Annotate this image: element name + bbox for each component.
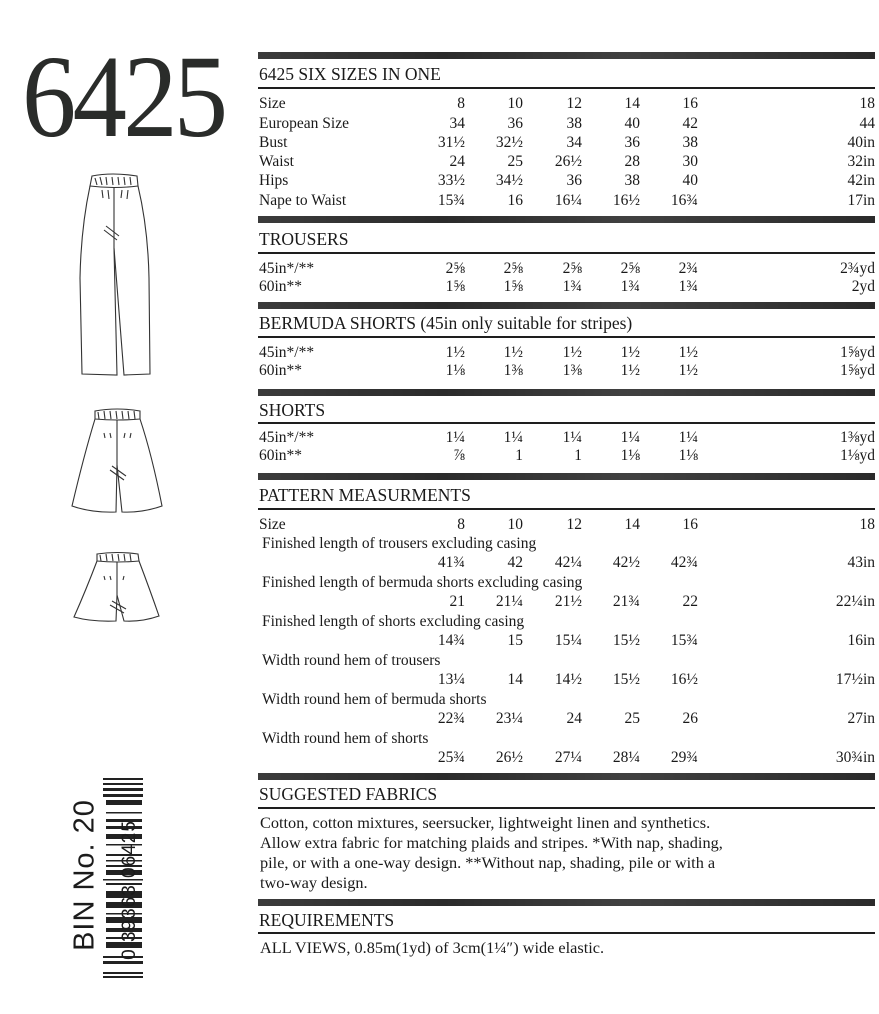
measurement-label: Finished length of bermuda shorts excluding casing bbox=[262, 574, 583, 591]
trousers-section-title: TROUSERS bbox=[259, 229, 349, 249]
shorts-drawing bbox=[62, 550, 172, 625]
suggested-fabrics-text: Cotton, cotton mixtures, seersucker, lightweight linen and synthetics. Allow extra fabric for matching plaids and stripes. *With nap, shading, pile, or with a one-way design. **Without nap, shading, pile or with a two-way design. bbox=[260, 813, 723, 892]
measurement-values-row: 13¼ 14 14½ 15½ 16½ 17½in bbox=[437, 671, 875, 688]
nape-to-waist-row: Nape to Waist 15¾ 16 16¼ 16½ 16¾ 17in bbox=[259, 192, 875, 209]
trousers-drawing bbox=[62, 168, 172, 383]
trousers-60in-row: 60in** 1⅝ 1⅝ 1¾ 1¾ 1¾ 2yd bbox=[259, 278, 875, 295]
pattern-number: 6425 bbox=[22, 31, 225, 162]
measurement-label: Width round hem of shorts bbox=[262, 730, 429, 747]
bermuda-shorts-section-title: BERMUDA SHORTS (45in only suitable for stripes) bbox=[259, 313, 633, 333]
section-rule bbox=[258, 252, 875, 254]
measurement-label: Finished length of trousers excluding casing bbox=[262, 535, 537, 552]
requirements-text: ALL VIEWS, 0.85m(1yd) of 3cm(1¼″) wide elastic. bbox=[260, 938, 605, 957]
section-divider bbox=[258, 899, 875, 906]
bust-row: Bust 31½ 32½ 34 36 38 40in bbox=[259, 134, 875, 151]
pattern-measurements-section-title: PATTERN MEASURMENTS bbox=[259, 485, 471, 505]
measurement-values-row: 22¾ 23¼ 24 25 26 27in bbox=[437, 710, 875, 727]
shorts-section-title: SHORTS bbox=[259, 400, 326, 420]
section-divider bbox=[258, 52, 875, 59]
hips-row: Hips 33½ 34½ 36 38 40 42in bbox=[259, 172, 875, 189]
section-rule bbox=[258, 87, 875, 89]
shorts-45in-row: 45in*/** 1¼ 1¼ 1¼ 1¼ 1¼ 1⅜yd bbox=[259, 429, 875, 446]
shorts-60in-row: 60in** ⅞ 1 1 1⅛ 1⅛ 1⅛yd bbox=[259, 447, 875, 464]
section-divider bbox=[258, 216, 875, 223]
measurement-values-row: 14¾ 15 15¼ 15½ 15¾ 16in bbox=[437, 632, 875, 649]
sizes-section-title: 6425 SIX SIZES IN ONE bbox=[259, 64, 441, 84]
measurement-values-row: 25¾ 26½ 27¼ 28¼ 29¾ 30¾in bbox=[437, 749, 875, 766]
section-divider bbox=[258, 473, 875, 480]
suggested-fabrics-section-title: SUGGESTED FABRICS bbox=[259, 784, 438, 804]
section-rule bbox=[258, 336, 875, 338]
section-divider bbox=[258, 302, 875, 309]
section-rule bbox=[258, 508, 875, 510]
section-divider bbox=[258, 773, 875, 780]
bin-number: BIN No. 20 bbox=[68, 799, 101, 951]
size-row: Size 8 10 12 14 16 18 bbox=[259, 95, 875, 112]
measurement-label: Finished length of shorts excluding casing bbox=[262, 613, 525, 630]
trousers-45in-row: 45in*/** 2⅝ 2⅝ 2⅝ 2⅝ 2¾ 2¾yd bbox=[259, 260, 875, 277]
section-rule bbox=[258, 932, 875, 934]
section-rule bbox=[258, 422, 875, 424]
bermuda-60in-row: 60in** 1⅛ 1⅜ 1⅜ 1½ 1½ 1⅝yd bbox=[259, 362, 875, 379]
barcode-number: 0 39363 06425 bbox=[119, 820, 140, 960]
bermuda-shorts-drawing bbox=[62, 405, 172, 520]
section-rule bbox=[258, 807, 875, 809]
bermuda-45in-row: 45in*/** 1½ 1½ 1½ 1½ 1½ 1⅝yd bbox=[259, 344, 875, 361]
measurement-label: Width round hem of trousers bbox=[262, 652, 441, 669]
pm-size-row: Size 8 10 12 14 16 18 bbox=[259, 516, 875, 533]
section-divider bbox=[258, 389, 875, 396]
requirements-section-title: REQUIREMENTS bbox=[259, 910, 395, 930]
european-size-row: European Size 34 36 38 40 42 44 bbox=[259, 115, 875, 132]
measurement-values-row: 21 21¼ 21½ 21¾ 22 22¼in bbox=[449, 593, 875, 610]
measurement-label: Width round hem of bermuda shorts bbox=[262, 691, 487, 708]
waist-row: Waist 24 25 26½ 28 30 32in bbox=[259, 153, 875, 170]
measurement-values-row: 41¾ 42 42¼ 42½ 42¾ 43in bbox=[437, 554, 875, 571]
